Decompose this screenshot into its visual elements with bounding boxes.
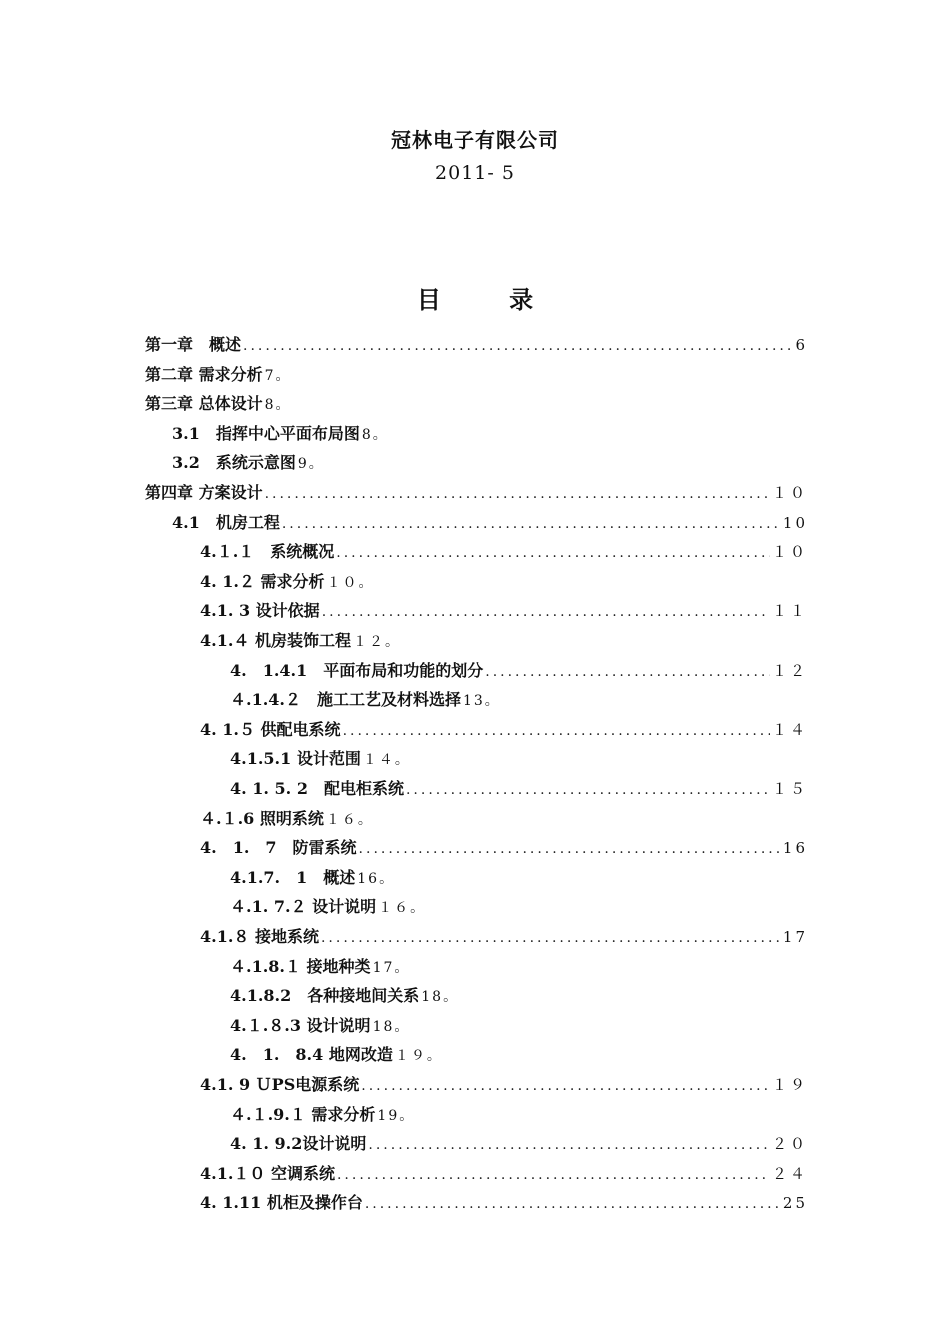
toc-dot-leader: [365, 1192, 781, 1216]
toc-entry[interactable]: [200, 807, 374, 831]
toc-entry[interactable]: [172, 511, 808, 535]
toc-entry[interactable]: [230, 955, 410, 979]
toc-dot-leader: [343, 719, 770, 743]
toc-entry-label: 4. 1.4.1 平面布局和功能的划分: [230, 661, 484, 680]
toc-entry-page: 16: [782, 839, 808, 857]
toc-entry[interactable]: [230, 777, 808, 801]
toc-entry-label: 4.1.7. 1 概述: [230, 868, 356, 887]
toc-entry-label: 4.1. 9 ＵPS电源系统: [200, 1075, 360, 1094]
toc-entry-label: 4.１.１ 系统概况: [200, 542, 335, 561]
toc-entry[interactable]: [230, 866, 395, 890]
toc-entry-page: 9。: [297, 456, 325, 472]
toc-entry-label: 4.1 机房工程: [172, 513, 280, 532]
toc-entry-page: １４。: [362, 752, 411, 768]
toc-entry[interactable]: [172, 422, 389, 446]
toc-entry[interactable]: [230, 688, 501, 712]
toc-entry-label: 4.1.8.2 各种接地间关系: [230, 986, 420, 1005]
toc-dot-leader: [322, 600, 770, 624]
toc-entry-page: １０: [771, 484, 808, 502]
toc-entry-page: １６。: [378, 900, 427, 916]
toc-entry[interactable]: [145, 481, 808, 505]
toc-entry[interactable]: [200, 718, 808, 742]
toc-entry[interactable]: [200, 570, 375, 594]
toc-entry[interactable]: [200, 1191, 808, 1215]
toc-entry-page: 16。: [357, 871, 396, 887]
toc-entry[interactable]: [145, 392, 292, 416]
toc-entry-page: 8。: [361, 427, 389, 443]
toc-entry-label: ４.１.9.１ 需求分析: [230, 1105, 376, 1124]
toc-dot-leader: [359, 837, 781, 861]
toc-entry[interactable]: [200, 540, 808, 564]
toc-entry-label: 4.1.４ 机房装饰工程: [200, 631, 351, 650]
toc-dot-leader: [265, 482, 770, 506]
toc-entry-page: 17: [782, 928, 808, 946]
toc-dot-leader: [243, 334, 793, 358]
toc-entry-label: 3.2 系统示意图: [172, 453, 296, 472]
toc-entry-label: 4.1. 3 设计依据: [200, 601, 320, 620]
toc-entry[interactable]: [230, 1043, 443, 1067]
toc-entry[interactable]: [230, 1103, 415, 1127]
toc-entry-label: 4.1.８ 接地系统: [200, 927, 319, 946]
toc-entry-label: 第四章 方案设计: [145, 483, 263, 502]
toc-entry-label: 4. 1. 5. 2 配电柜系统: [230, 779, 404, 798]
toc-dot-leader: [368, 1133, 770, 1157]
toc-entry[interactable]: [200, 925, 808, 949]
toc-entry[interactable]: [200, 1073, 808, 1097]
toc-entry[interactable]: [230, 895, 426, 919]
toc-entry[interactable]: [200, 1162, 808, 1186]
toc-entry[interactable]: [145, 363, 292, 387]
toc-entry-page: １４: [771, 721, 808, 739]
toc-entry-page: 13。: [462, 693, 501, 709]
toc-entry-page: 18。: [372, 1019, 411, 1035]
toc-dot-leader: [337, 1163, 770, 1187]
toc-entry-page: 25: [782, 1194, 808, 1212]
toc-entry-label: 4.1.5.1 设计范围: [230, 749, 361, 768]
toc-entry-page: １６。: [325, 812, 374, 828]
toc-entry-page: 10: [782, 514, 808, 532]
toc-dot-leader: [406, 778, 770, 802]
toc-entry[interactable]: [172, 451, 325, 475]
toc-entry-page: 6: [795, 336, 808, 354]
toc-entry-page: １５: [771, 780, 808, 798]
toc-entry[interactable]: [200, 836, 808, 860]
toc-dot-leader: [282, 512, 781, 536]
toc-title: 目 录: [416, 285, 564, 314]
toc-entry-label: ４.1.4.２ 施工工艺及材料选择: [230, 690, 461, 709]
toc-dot-leader: [361, 1074, 770, 1098]
toc-entry-page: １９。: [394, 1048, 443, 1064]
toc-entry-label: 4. 1.２ 需求分析: [200, 572, 325, 591]
toc-entry-page: 18。: [421, 989, 460, 1005]
toc-entry-page: １２。: [352, 634, 401, 650]
toc-entry-page: 19。: [377, 1108, 416, 1124]
toc-entry-page: １１: [771, 602, 808, 620]
toc-entry-label: 4. 1. 7 防雷系统: [200, 838, 357, 857]
toc-entry[interactable]: [145, 333, 808, 357]
toc-entry-label: 4. 1. 8.4 地网改造: [230, 1045, 393, 1064]
toc-entry[interactable]: [200, 629, 401, 653]
toc-entry[interactable]: [230, 1014, 410, 1038]
toc-entry-page: 7。: [264, 368, 292, 384]
toc-entry-page: １２: [771, 662, 808, 680]
toc-entry-label: 3.1 指挥中心平面布局图: [172, 424, 360, 443]
toc-entry-label: ４.1.8.１ 接地种类: [230, 957, 371, 976]
toc-entry-label: ４.１.6 照明系统: [200, 809, 324, 828]
toc-entry[interactable]: [230, 747, 411, 771]
document-date: 2011- 5: [435, 162, 515, 184]
toc-entry-label: 4. 1. 9.2设计说明: [230, 1134, 367, 1153]
toc-entry-label: 第一章 概述: [145, 335, 242, 354]
toc-entry-label: 4.１.８.3 设计说明: [230, 1016, 371, 1035]
toc-entry[interactable]: [200, 599, 808, 623]
toc-dot-leader: [485, 660, 770, 684]
toc-entry-page: ２０: [771, 1135, 808, 1153]
toc-entry[interactable]: [230, 1132, 808, 1156]
toc-entry[interactable]: [230, 984, 459, 1008]
toc-entry-label: 4. 1.５ 供配电系统: [200, 720, 341, 739]
toc-entry-label: 第二章 需求分析: [145, 365, 263, 384]
toc-entry-page: １０: [771, 543, 808, 561]
toc-entry-label: 4.1.１０ 空调系统: [200, 1164, 335, 1183]
toc-entry-label: 第三章 总体设计: [145, 394, 263, 413]
toc-entry-label: ４.1. 7.２ 设计说明: [230, 897, 377, 916]
toc-entry-page: １９: [771, 1076, 808, 1094]
toc-entry-page: 17。: [372, 960, 411, 976]
toc-dot-leader: [321, 926, 781, 950]
toc-entry-page: ２４: [771, 1165, 808, 1183]
toc-entry[interactable]: [230, 659, 808, 683]
toc-entry-page: １０。: [326, 575, 375, 591]
company-name: 冠林电子有限公司: [391, 128, 559, 152]
toc-dot-leader: [336, 541, 770, 565]
toc-entry-label: 4. 1.11 机柜及操作台: [200, 1193, 363, 1212]
toc-entry-page: 8。: [264, 397, 292, 413]
